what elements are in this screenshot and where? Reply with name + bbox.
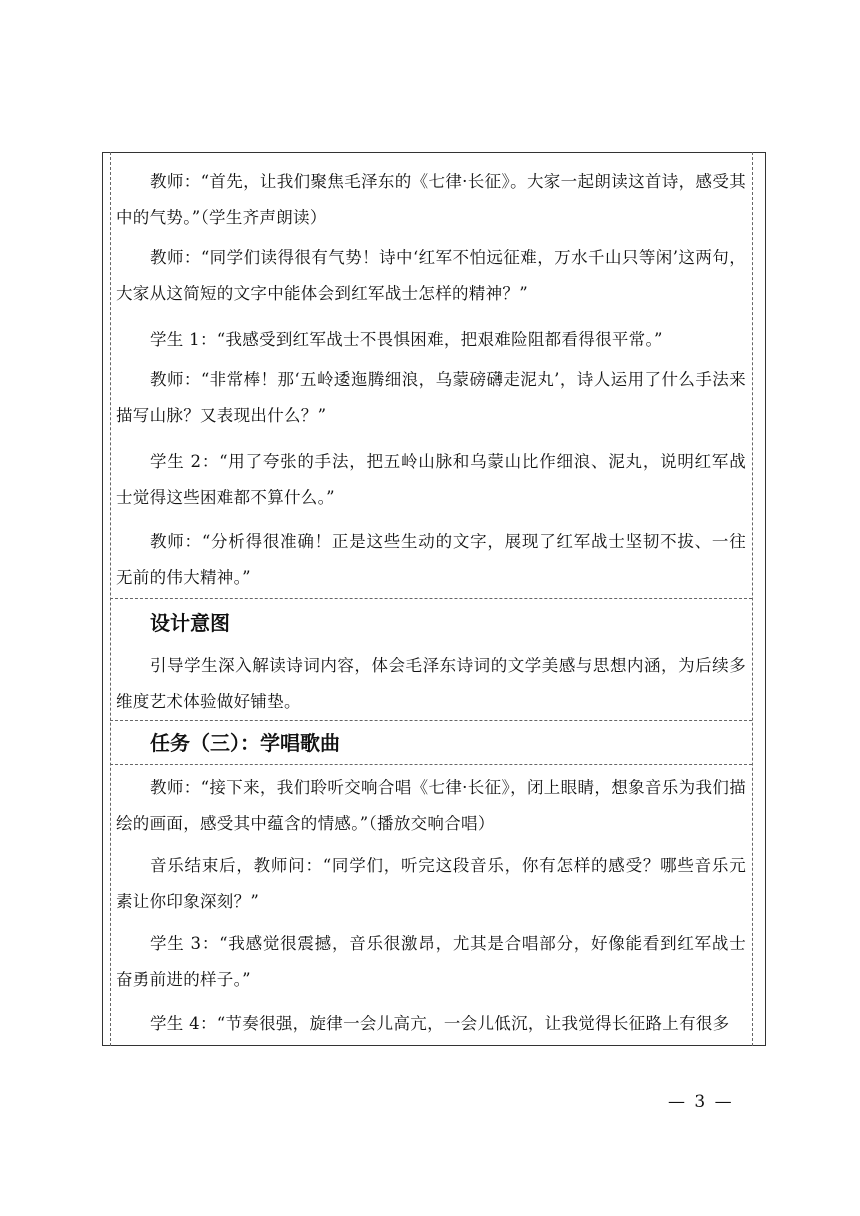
dialogue-paragraph: 教师：“非常棒！那‘五岭逶迤腾细浪，乌蒙磅礴走泥丸’，诗人运用了什么手法来描写山脉？又表现出什么？” <box>116 370 746 425</box>
page-number: — 3 — <box>668 1092 734 1112</box>
dialogue-paragraph: 学生 3：“我感觉很震撼，音乐很激昂，尤其是合唱部分，好像能看到红军战士奋勇前进的样子。” <box>116 934 746 989</box>
table-inner-left-border <box>110 152 111 1046</box>
dialogue-paragraph: 教师：“分析得很准确！正是这些生动的文字，展现了红军战士坚韧不拔、一往无前的伟大精神。” <box>116 532 746 587</box>
dialogue-paragraph: 教师：“同学们读得很有气势！诗中‘红军不怕远征难，万水千山只等闲’这两句，大家从这简短的文字中能体会到红军战士怎样的精神？” <box>116 248 746 303</box>
dialogue-paragraph: 学生 1：“我感受到红军战士不畏惧困难，把艰难险阻都看得很平常。” <box>150 330 663 349</box>
dialogue-paragraph: 教师：“首先，让我们聚焦毛泽东的《七律·长征》。大家一起朗读这首诗，感受其中的气势。”（学生齐声朗读） <box>116 172 746 227</box>
table-inner-right-border <box>752 152 753 1046</box>
dialogue-paragraph: 学生 2：“用了夸张的手法，把五岭山脉和乌蒙山比作细浪、泥丸，说明红军战士觉得这些困难都不算什么。” <box>116 452 746 507</box>
dialogue-paragraph: 音乐结束后，教师问：“同学们，听完这段音乐，你有怎样的感受？哪些音乐元素让你印象深刻？” <box>116 856 746 911</box>
section-heading-design-intent: 设计意图 <box>150 611 230 635</box>
dialogue-paragraph: 教师：“接下来，我们聆听交响合唱《七律·长征》，闭上眼睛，想象音乐为我们描绘的画面，感受其中蕴含的情感。”（播放交响合唱） <box>116 778 746 833</box>
dialogue-paragraph: 学生 4：“节奏很强，旋律一会儿高亢，一会儿低沉，让我觉得长征路上有很多 <box>150 1014 730 1033</box>
row-divider <box>110 598 752 599</box>
row-divider <box>110 720 752 721</box>
row-divider <box>110 764 752 765</box>
section-heading-task-three: 任务（三）：学唱歌曲 <box>150 731 340 755</box>
design-intent-paragraph: 引导学生深入解读诗词内容，体会毛泽东诗词的文学美感与思想内涵，为后续多维度艺术体验做好铺垫。 <box>116 656 746 711</box>
